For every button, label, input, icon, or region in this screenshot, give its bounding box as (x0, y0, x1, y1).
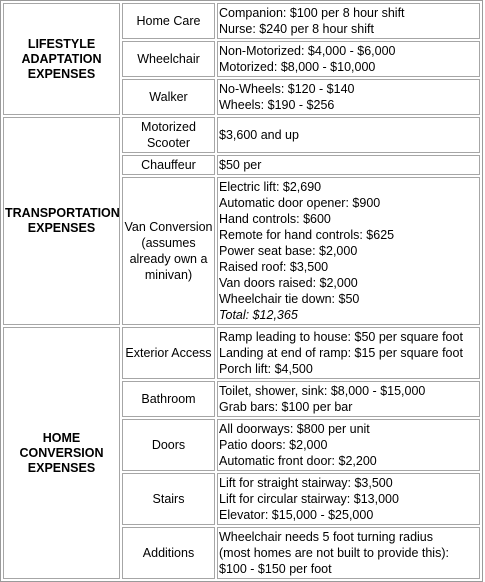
detail-line: Wheels: $190 - $256 (219, 98, 335, 112)
item-cell: Wheelchair (122, 41, 215, 77)
detail-cell (217, 79, 480, 115)
detail-cell (217, 473, 480, 525)
detail-line: Remote for hand controls: $625 (219, 228, 395, 242)
detail-line: Nurse: $240 per 8 hour shift (219, 22, 374, 36)
detail-line: Power seat base: $2,000 (219, 244, 358, 258)
table-row (3, 117, 480, 153)
detail-line: Ramp leading to house: $50 per square foot (219, 330, 463, 344)
detail-cell (217, 155, 480, 175)
detail-line: Grab bars: $100 per bar (219, 400, 353, 414)
table-row (3, 327, 480, 379)
detail-line: Wheelchair tie down: $50 (219, 292, 360, 306)
detail-cell (217, 177, 480, 325)
item-cell: Bathroom (122, 381, 215, 417)
detail-total: Total: $12,365 (219, 308, 298, 322)
item-cell: Home Care (122, 3, 215, 39)
item-cell: Chauffeur (122, 155, 215, 175)
item-cell: Walker (122, 79, 215, 115)
detail-line: Non-Motorized: $4,000 - $6,000 (219, 44, 396, 58)
item-cell: Stairs (122, 473, 215, 525)
detail-line: $50 per (219, 158, 262, 172)
detail-line: Patio doors: $2,000 (219, 438, 328, 452)
detail-line: $100 - $150 per foot (219, 562, 332, 576)
item-cell: Doors (122, 419, 215, 471)
item-cell: Additions (122, 527, 215, 579)
detail-cell (217, 3, 480, 39)
detail-line: Raised roof: $3,500 (219, 260, 329, 274)
item-cell: Exterior Access (122, 327, 215, 379)
item-cell: Motorized Scooter (122, 117, 215, 153)
detail-cell (217, 381, 480, 417)
table-row (3, 3, 480, 39)
detail-line: $3,600 and up (219, 128, 299, 142)
detail-cell (217, 327, 480, 379)
detail-line: Lift for straight stairway: $3,500 (219, 476, 393, 490)
item-cell: Van Conversion (assumes already own a minivan) (122, 177, 215, 325)
detail-line: All doorways: $800 per unit (219, 422, 370, 436)
detail-line: Hand controls: $600 (219, 212, 331, 226)
detail-cell (217, 527, 480, 579)
expenses-table-body (3, 3, 480, 579)
detail-line: Elevator: $15,000 - $25,000 (219, 508, 374, 522)
detail-line: No-Wheels: $120 - $140 (219, 82, 355, 96)
detail-cell (217, 41, 480, 77)
detail-cell (217, 117, 480, 153)
detail-line: Motorized: $8,000 - $10,000 (219, 60, 376, 74)
detail-line: Van doors raised: $2,000 (219, 276, 358, 290)
detail-cell (217, 419, 480, 471)
detail-line: Porch lift: $4,500 (219, 362, 313, 376)
detail-line: Wheelchair needs 5 foot turning radius (219, 530, 434, 544)
category-cell: HOME CONVERSION EXPENSES (3, 327, 120, 579)
detail-line: Lift for circular stairway: $13,000 (219, 492, 399, 506)
detail-line: Electric lift: $2,690 (219, 180, 322, 194)
detail-line: Automatic door opener: $900 (219, 196, 381, 210)
detail-line: Automatic front door: $2,200 (219, 454, 377, 468)
category-cell: LIFESTYLE ADAPTATION EXPENSES (3, 3, 120, 115)
detail-line: (most homes are not built to provide this): (219, 546, 449, 560)
detail-line: Companion: $100 per 8 hour shift (219, 6, 405, 20)
detail-line: Landing at end of ramp: $15 per square foot (219, 346, 463, 360)
category-cell: TRANSPORTATION EXPENSES (3, 117, 120, 325)
detail-line: Toilet, shower, sink: $8,000 - $15,000 (219, 384, 426, 398)
